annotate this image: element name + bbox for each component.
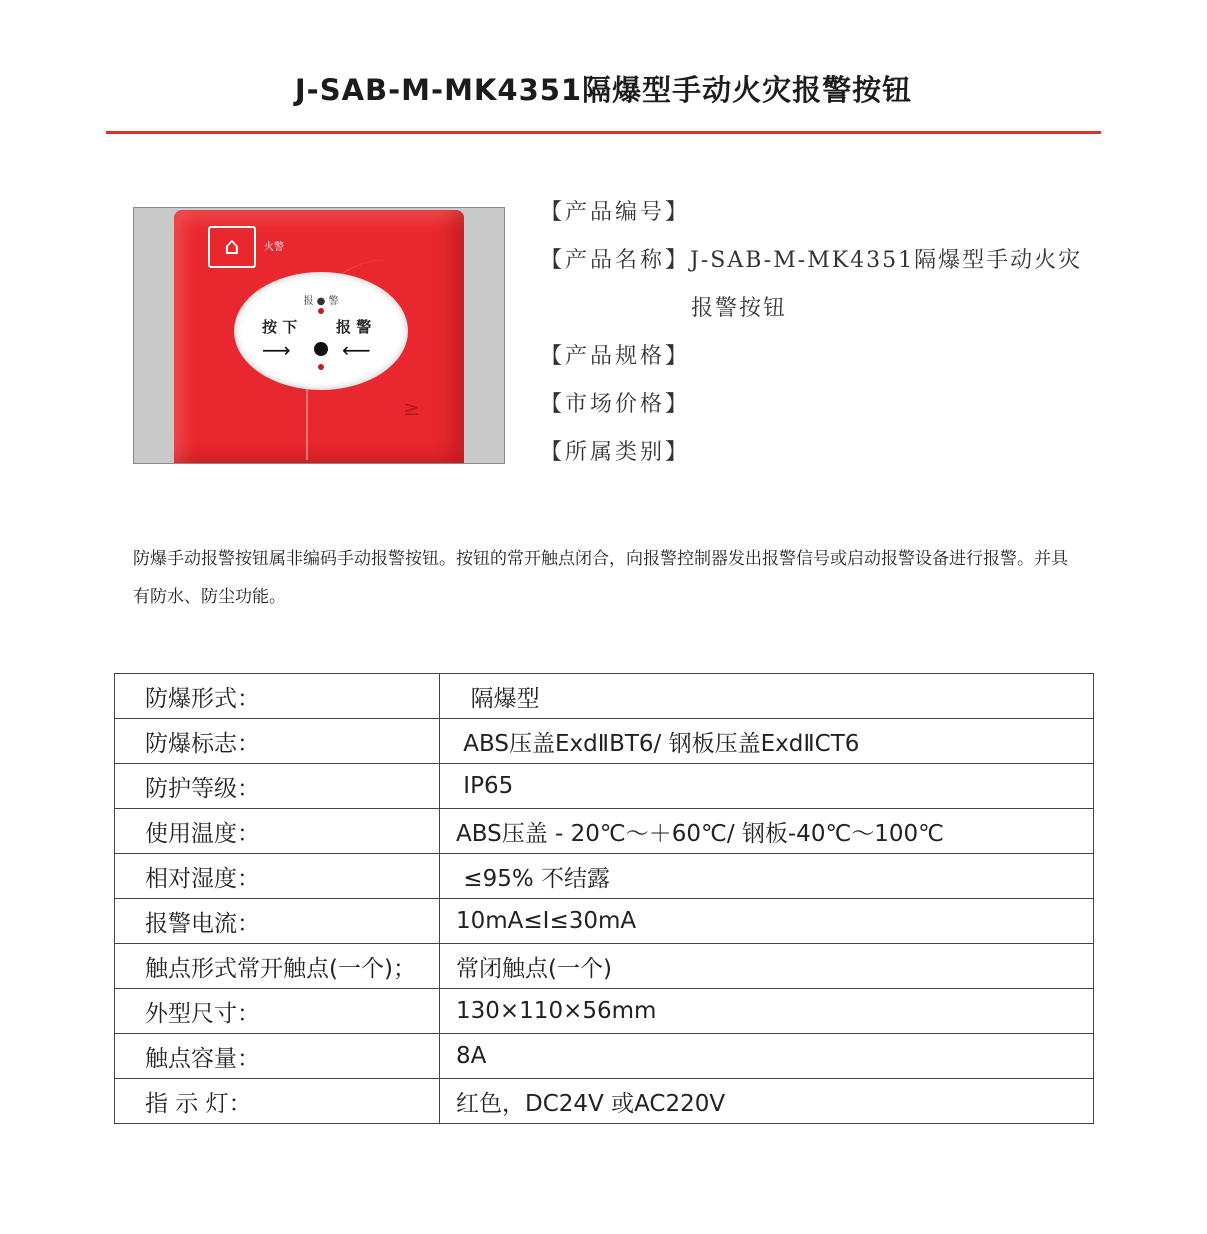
info-row-spec	[540, 340, 1100, 388]
spec-value: ABS压盖ExdⅡBT6/ 钢板压盖ExdⅡCT6	[440, 719, 1094, 764]
indicator-led-bottom	[318, 364, 324, 370]
spec-table	[114, 673, 1094, 1124]
spec-value: ≤95% 不结露	[440, 854, 1094, 899]
category-label: 【所属类别】	[540, 440, 691, 465]
spec-row	[115, 899, 1094, 944]
spec-key: 报警电流：	[115, 899, 440, 944]
spec-key: 相对湿度：	[115, 854, 440, 899]
window-small-text: 报 ● 警	[303, 296, 339, 307]
spec-value: 130×110×56mm	[440, 989, 1094, 1034]
arrow-left-icon: ⟵	[342, 338, 371, 362]
product-info	[540, 196, 1100, 484]
spec-row	[115, 764, 1094, 809]
product-spec-label: 【产品规格】	[540, 344, 691, 369]
spec-row	[115, 854, 1094, 899]
title-divider	[106, 131, 1101, 134]
indicator-led-top	[318, 308, 324, 314]
spec-value: 10mA≤I≤30mA	[440, 899, 1094, 944]
alarm-button-device	[174, 210, 464, 464]
spec-value: ABS压盖 - 20℃～＋60℃/ 钢板-40℃～100℃	[440, 809, 1094, 854]
page-title: J-SAB-M-MK4351隔爆型手动火灾报警按钮	[294, 73, 913, 107]
spec-row	[115, 1034, 1094, 1079]
spec-key: 防护等级：	[115, 764, 440, 809]
spec-row	[115, 809, 1094, 854]
product-description: 防爆手动报警按钮属非编码手动报警按钮。按钮的常开触点闭合，向报警控制器发出报警信号或启动报警设备进行报警。并具有防水、防尘功能。	[133, 549, 1068, 607]
brand-mark-icon: ≥	[403, 396, 420, 420]
info-row-price	[540, 388, 1100, 436]
spec-value: 隔爆型	[440, 674, 1094, 719]
spec-key: 外型尺寸：	[115, 989, 440, 1034]
spec-row	[115, 1079, 1094, 1124]
spec-value: 8A	[440, 1034, 1094, 1079]
spec-row	[115, 674, 1094, 719]
info-row-category	[540, 436, 1100, 484]
arrow-right-icon: ⟶	[262, 338, 291, 362]
spec-value: IP65	[440, 764, 1094, 809]
press-point-icon	[314, 342, 328, 356]
product-name-value: J-SAB-M-MK4351隔爆型手动火灾	[690, 248, 1083, 273]
spec-value: 常闭触点(一个)	[440, 944, 1094, 989]
product-name-value-cont: 报警按钮	[691, 296, 788, 321]
fire-alarm-label: 火警	[264, 242, 284, 253]
product-photo	[133, 207, 505, 464]
spec-key: 触点容量：	[115, 1034, 440, 1079]
product-name-label: 【产品名称】	[540, 248, 691, 273]
spec-key: 防爆标志：	[115, 719, 440, 764]
market-price-label: 【市场价格】	[540, 392, 691, 417]
info-row-name	[540, 244, 1100, 292]
spec-row	[115, 719, 1094, 764]
spec-value: 红色，DC24V 或AC220V	[440, 1079, 1094, 1124]
spec-key: 触点形式常开触点(一个)；	[115, 944, 440, 989]
product-code-label: 【产品编号】	[540, 200, 691, 225]
fire-house-icon: ⌂	[208, 226, 256, 268]
spec-key: 防爆形式：	[115, 674, 440, 719]
info-row-code	[540, 196, 1100, 244]
spec-key: 使用温度：	[115, 809, 440, 854]
spec-row	[115, 989, 1094, 1034]
spec-row	[115, 944, 1094, 989]
press-window	[234, 272, 408, 390]
info-row-name-cont	[540, 292, 1100, 340]
spec-key: 指 示 灯：	[115, 1079, 440, 1124]
press-left-text: 按 下	[262, 318, 298, 336]
press-right-text: 报 警	[336, 318, 372, 336]
